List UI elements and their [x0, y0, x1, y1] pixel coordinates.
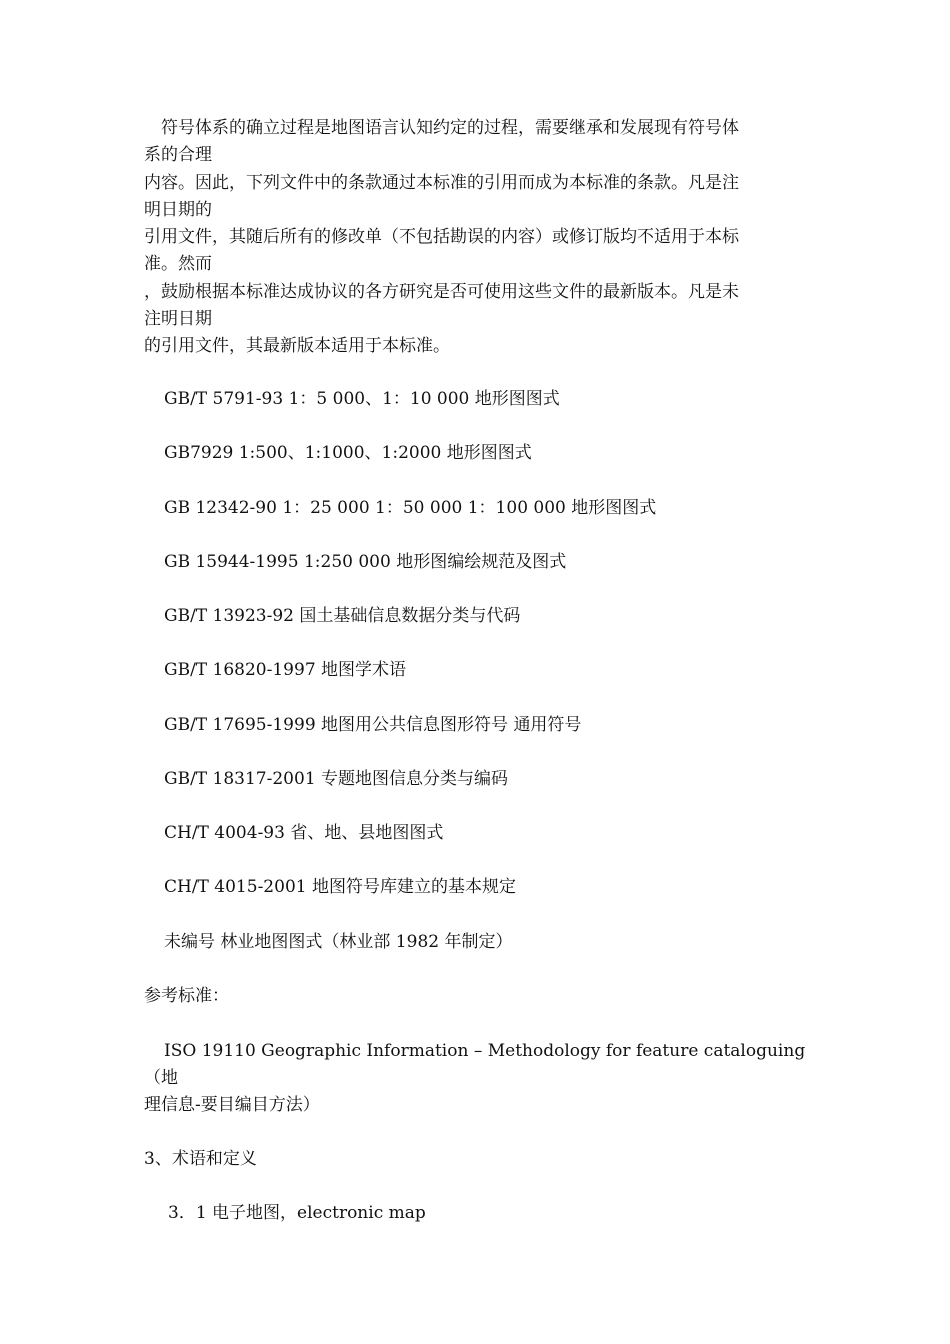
intro-line-7: ，鼓励根据本标准达成协议的各方研究是否可使用这些文件的最新版本。凡是未 [144, 282, 739, 302]
iso-line-3: 理信息-要目编目方法） [144, 1095, 320, 1115]
reference-item: GB/T 13923-92 国土基础信息数据分类与代码 [164, 606, 521, 626]
reference-item: CH/T 4015-2001 地图符号库建立的基本规定 [164, 877, 516, 897]
reference-item: GB7929 1:500、1:1000、1:2000 地形图图式 [164, 443, 532, 463]
intro-line-3: 内容。因此，下列文件中的条款通过本标准的引用而成为本标准的条款。凡是注 [144, 173, 739, 193]
reference-item: 未编号 林业地图图式（林业部 1982 年制定） [164, 932, 513, 952]
section-heading: 3、术语和定义 [144, 1149, 257, 1169]
intro-line-8: 注明日期 [144, 309, 212, 329]
reference-item: CH/T 4004-93 省、地、县地图图式 [164, 823, 444, 843]
iso-line-2: （地 [144, 1068, 178, 1088]
reference-item: GB/T 18317-2001 专题地图信息分类与编码 [164, 769, 509, 789]
intro-line-4: 明日期的 [144, 200, 212, 220]
reference-item: GB 15944-1995 1:250 000 地形图编绘规范及图式 [164, 552, 567, 572]
intro-line-2: 系的合理 [144, 145, 212, 165]
reference-item: GB/T 5791-93 1：5 000、1：10 000 地形图图式 [164, 389, 560, 409]
reference-item: GB/T 17695-1999 地图用公共信息图形符号 通用符号 [164, 715, 582, 735]
intro-line-6: 准。然而 [144, 254, 212, 274]
intro-line-5: 引用文件，其随后所有的修改单（不包括勘误的内容）或修订版均不适用于本标 [144, 227, 739, 247]
reference-item: GB/T 16820-1997 地图学术语 [164, 660, 407, 680]
reference-item: GB 12342-90 1：25 000 1：50 000 1：100 000 地形图图式 [164, 498, 657, 518]
reference-heading: 参考标准： [144, 986, 229, 1006]
intro-line-9: 的引用文件，其最新版本适用于本标准。 [144, 336, 450, 356]
iso-line-1: ISO 19110 Geographic Information – Methodology for feature cataloguing [164, 1041, 806, 1061]
intro-line-1: 符号体系的确立过程是地图语言认知约定的过程，需要继承和发展现有符号体 [144, 118, 739, 138]
subsection-heading: 3．1 电子地图，electronic map [168, 1203, 426, 1223]
